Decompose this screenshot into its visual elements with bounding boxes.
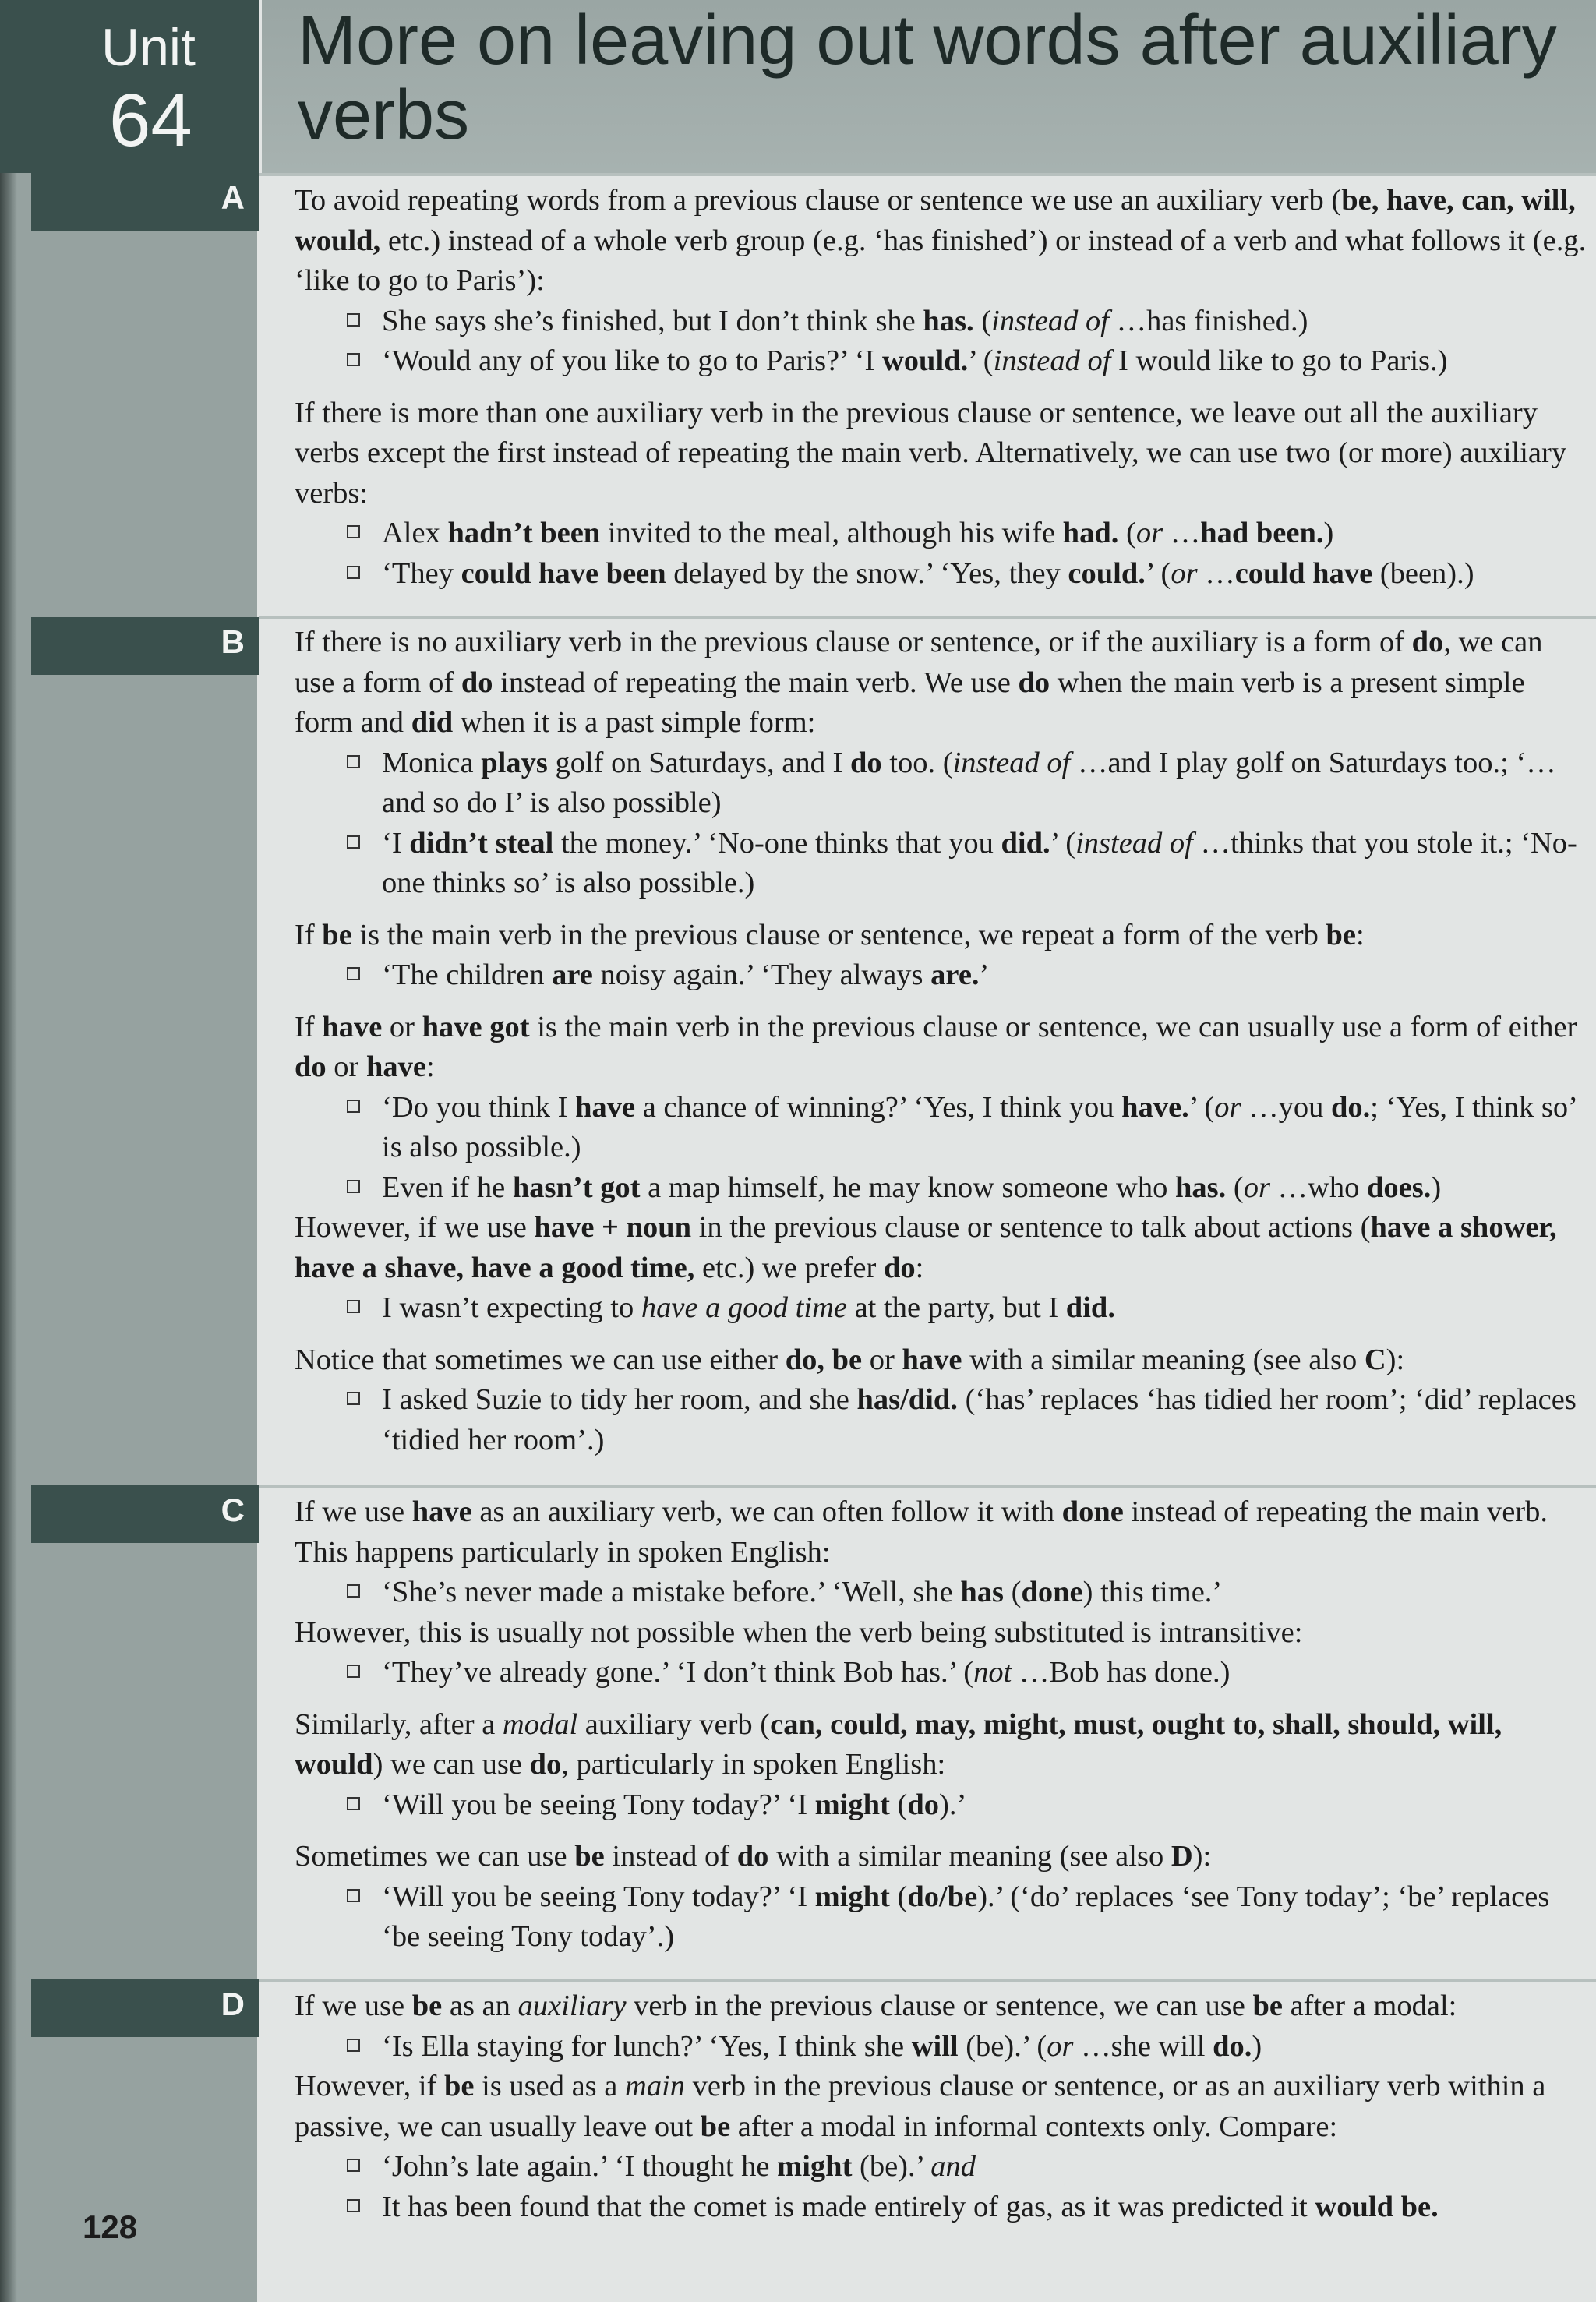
checkbox-bullet-icon xyxy=(347,1889,360,1902)
example-text: I wasn’t expecting to have a good time at the party, but I did. xyxy=(382,1291,1115,1324)
section-c-example-2 xyxy=(295,1653,1590,1693)
bold-term: might xyxy=(814,1880,890,1913)
checkbox-bullet-icon xyxy=(347,2159,360,2172)
page-title: More on leaving out words after auxiliary verbs xyxy=(298,2,1557,154)
checkbox-bullet-icon xyxy=(347,1797,360,1810)
bold-term: did. xyxy=(1065,1291,1115,1324)
section-b-letter: B xyxy=(221,623,245,660)
example-text: ‘She’s never made a mistake before.’ ‘Well, she has (done) this time.’ xyxy=(382,1576,1223,1608)
section-a-letter: A xyxy=(221,179,245,216)
bold-term: has/did. xyxy=(856,1383,958,1416)
example-text: ‘I didn’t steal the money.’ ‘No-one thinks that you did.’ (instead of …thinks that you stole it.; ‘No-one thinks so’ is also possible.) xyxy=(382,826,1577,899)
checkbox-bullet-icon xyxy=(347,1180,360,1193)
section-b-paragraph-3: If have or have got is the main verb in the previous clause or sentence, we can usually use a form of either do or have: xyxy=(295,1010,1577,1083)
bold-term: have xyxy=(902,1343,962,1376)
example-text: ‘John’s late again.’ ‘I thought he might (be).’ and xyxy=(382,2150,976,2183)
section-a-example-1 xyxy=(295,302,1590,342)
bold-term: might xyxy=(814,1788,890,1821)
italic-term: auxiliary xyxy=(517,1990,627,2022)
italic-term: not xyxy=(973,1656,1012,1689)
section-b-rule xyxy=(259,616,1596,619)
section-a-example-2 xyxy=(295,341,1590,382)
section-b-paragraph-5: Notice that sometimes we can use either do, be or have with a similar meaning (see also C): xyxy=(295,1343,1405,1376)
bold-term: might xyxy=(777,2150,853,2183)
bold-term: would be. xyxy=(1315,2190,1439,2223)
bold-term: do xyxy=(736,1840,769,1873)
italic-term: have a good time xyxy=(641,1291,847,1324)
bold-term: are. xyxy=(930,959,980,991)
section-d-paragraph-1: If we use be as an auxiliary verb in the previous clause or sentence, we can use be after a modal: xyxy=(295,1990,1457,2022)
bold-term: done xyxy=(1021,1576,1083,1608)
bold-term: has. xyxy=(923,304,974,337)
bold-term: are xyxy=(552,959,593,991)
example-text: ‘Would any of you like to go to Paris?’ ‘I would.’ (instead of I would like to go to Paris.) xyxy=(382,344,1448,377)
section-c-example-3 xyxy=(295,1785,1590,1826)
bold-term: would. xyxy=(882,344,969,377)
example-text: ‘They’ve already gone.’ ‘I don’t think Bob has.’ (not …Bob has done.) xyxy=(382,1656,1231,1689)
italic-term: main xyxy=(625,2070,686,2103)
section-d-label xyxy=(31,1979,259,2037)
unit-number: 64 xyxy=(109,79,192,162)
section-a xyxy=(295,181,1590,594)
italic-term: or xyxy=(1243,1170,1270,1204)
section-c-paragraph-3: Similarly, after a modal auxiliary verb (can, could, may, might, must, ought to, shall, should, will, would) we can use do, particularly in spoken English: xyxy=(295,1707,1502,1781)
bold-term: will xyxy=(911,2029,959,2063)
checkbox-bullet-icon xyxy=(347,1665,360,1678)
checkbox-bullet-icon xyxy=(347,353,360,366)
section-c-paragraph-2: However, this is usually not possible when the verb being substituted is intransitive: xyxy=(295,1615,1303,1649)
bold-term: C xyxy=(1364,1343,1386,1376)
example-text: Even if he hasn’t got a map himself, he may know someone who has. (or …who does.) xyxy=(382,1170,1442,1204)
section-d xyxy=(295,1986,1590,2227)
bold-term: do xyxy=(849,746,882,779)
section-c-paragraph-1: If we use have as an auxiliary verb, we can often follow it with done instead of repeating the main verb. This happens particularly in spoken English: xyxy=(295,1495,1548,1569)
bold-term: could have been xyxy=(461,556,666,590)
example-text: ‘Will you be seeing Tony today?’ ‘I might (do/be).’ (‘do’ replaces ‘see Tony today’; ‘be’ replaces ‘be seeing Tony today’.) xyxy=(382,1880,1550,1953)
section-b-label xyxy=(31,617,259,675)
section-a-paragraph-2: If there is more than one auxiliary verb in the previous clause or sentence, we leave out all the auxiliary verbs except the first instead of repeating the main verb. Alternatively, we can use two (or more) auxiliary verbs: xyxy=(295,396,1567,510)
bold-term: has xyxy=(960,1576,1005,1608)
italic-term: or xyxy=(1214,1090,1241,1124)
bold-term: had been. xyxy=(1200,517,1324,549)
bold-term: had. xyxy=(1062,517,1119,549)
bold-term: do xyxy=(461,666,493,699)
section-a-rule xyxy=(259,173,1596,176)
bold-term: have xyxy=(322,1010,383,1043)
bold-term: do. xyxy=(1213,2029,1252,2063)
bold-term: did. xyxy=(1001,826,1050,860)
section-a-example-3 xyxy=(295,514,1590,554)
checkbox-bullet-icon xyxy=(347,967,360,980)
section-c-label xyxy=(31,1485,259,1543)
bold-term: be xyxy=(1252,1990,1283,2022)
section-b-paragraph-1: If there is no auxiliary verb in the previous clause or sentence, or if the auxiliary is a form of do, we can use a form of do instead of repeating the main verb. We use do when the main verb is a present simple form and did when it is a past simple form: xyxy=(295,626,1543,739)
section-c-example-4 xyxy=(295,1877,1590,1958)
italic-term: or xyxy=(1135,517,1163,549)
example-text: ‘The children are noisy again.’ ‘They always are.’ xyxy=(382,959,990,991)
bold-term: plays xyxy=(481,746,548,779)
italic-term: instead of xyxy=(991,304,1109,337)
unit-word: Unit xyxy=(101,18,196,77)
section-d-example-3 xyxy=(295,2187,1590,2228)
bold-term: be xyxy=(1326,918,1356,952)
bold-term: do, be xyxy=(785,1343,863,1376)
example-text: Monica plays golf on Saturdays, and I do too. (instead of …and I play golf on Saturdays too.; ‘…and so do I’ is also possible) xyxy=(382,746,1556,819)
bold-term: done xyxy=(1061,1495,1124,1528)
section-a-paragraph-1: To avoid repeating words from a previous clause or sentence we use an auxiliary verb (be, have, can, will, would, etc.) instead of a whole verb group (e.g. ‘has finished’) or instead of a verb and what follows it (e.g. ‘like to go to Paris’): xyxy=(295,184,1587,297)
book-spine-shadow xyxy=(0,0,17,2302)
example-text: ‘Is Ella staying for lunch?’ ‘Yes, I think she will (be).’ (or …she will do.) xyxy=(382,2029,1262,2063)
section-d-paragraph-2: However, if be is used as a main verb in the previous clause or sentence, or as an auxiliary verb within a passive, we can usually leave out be after a modal in informal contexts only. Compare: xyxy=(295,2070,1546,2143)
checkbox-bullet-icon xyxy=(347,1392,360,1405)
unit-header xyxy=(0,0,1596,173)
section-c-rule xyxy=(259,1485,1596,1488)
italic-term: and xyxy=(930,2150,976,2183)
bold-term: can, could, may, might, must, ought to, shall, should, will, would xyxy=(295,1707,1502,1781)
italic-term: instead of xyxy=(993,344,1111,377)
example-text: Alex hadn’t been invited to the meal, although his wife had. (or …had been.) xyxy=(382,517,1334,549)
section-d-rule xyxy=(259,1979,1596,1982)
section-c-paragraph-4: Sometimes we can use be instead of do with a similar meaning (see also D): xyxy=(295,1840,1212,1873)
checkbox-bullet-icon xyxy=(347,1300,360,1313)
bold-term: does. xyxy=(1366,1170,1432,1204)
page-number: 128 xyxy=(83,2208,138,2245)
checkbox-bullet-icon xyxy=(347,525,360,538)
example-text: It has been found that the comet is made entirely of gas, as it was predicted it would be. xyxy=(382,2190,1439,2223)
bold-term: do xyxy=(1411,626,1444,658)
section-b-example-1 xyxy=(295,743,1590,824)
bold-term: do xyxy=(529,1748,562,1781)
italic-term: or xyxy=(1047,2029,1074,2063)
bold-term: do xyxy=(1018,666,1050,699)
bold-term: do/be xyxy=(907,1880,978,1913)
bold-term: be xyxy=(443,2070,475,2103)
bold-term: D xyxy=(1171,1840,1193,1873)
section-a-label xyxy=(31,173,259,231)
bold-term: be xyxy=(574,1840,605,1873)
example-text: ‘Will you be seeing Tony today?’ ‘I might (do).’ xyxy=(382,1788,967,1821)
bold-term: be, have, can, will, would, xyxy=(295,184,1576,257)
example-text: She says she’s finished, but I don’t think she has. (instead of …has finished.) xyxy=(382,304,1308,337)
section-d-example-2 xyxy=(295,2147,1590,2187)
bold-term: do xyxy=(883,1251,916,1284)
section-a-example-4 xyxy=(295,554,1590,595)
italic-term: or xyxy=(1171,556,1198,590)
section-c-letter: C xyxy=(221,1492,245,1528)
bold-term: have xyxy=(366,1050,426,1083)
checkbox-bullet-icon xyxy=(347,2199,360,2212)
checkbox-bullet-icon xyxy=(347,1100,360,1113)
example-text: I asked Suzie to tidy her room, and she has/did. (‘has’ replaces ‘has tidied her room’; ‘did’ replaces ‘tidied her room’.) xyxy=(382,1383,1577,1456)
checkbox-bullet-icon xyxy=(347,2039,360,2052)
bold-term: have + noun xyxy=(534,1211,692,1244)
bold-term: have. xyxy=(1121,1090,1189,1124)
italic-term: instead of xyxy=(1075,826,1193,860)
checkbox-bullet-icon xyxy=(347,835,360,849)
bold-term: have xyxy=(411,1495,472,1528)
checkbox-bullet-icon xyxy=(347,755,360,768)
section-d-example-1 xyxy=(295,2027,1590,2067)
section-b-example-6 xyxy=(295,1288,1590,1329)
bold-term: has. xyxy=(1174,1170,1227,1204)
example-text: ‘They could have been delayed by the snow.’ ‘Yes, they could.’ (or …could have (been).) xyxy=(382,556,1474,590)
bold-term: do. xyxy=(1330,1090,1371,1124)
section-c xyxy=(295,1492,1590,1958)
italic-term: instead of xyxy=(952,746,1071,779)
bold-term: hasn’t got xyxy=(512,1170,641,1204)
section-b xyxy=(295,623,1590,1460)
bold-term: do xyxy=(295,1050,327,1083)
bold-term: have a shower, have a shave, have a good time, xyxy=(295,1211,1557,1284)
section-c-example-1 xyxy=(295,1573,1590,1613)
bold-term: could. xyxy=(1068,556,1146,590)
checkbox-bullet-icon xyxy=(347,1584,360,1598)
left-margin-column xyxy=(0,0,257,2302)
bold-term: be xyxy=(411,1990,443,2022)
example-text: ‘Do you think I have a chance of winning?’ ‘Yes, I think you have.’ (or …you do.; ‘Yes, I think so’ is also possible.) xyxy=(382,1090,1577,1163)
checkbox-bullet-icon xyxy=(347,566,360,579)
section-b-paragraph-2: If be is the main verb in the previous clause or sentence, we repeat a form of the verb be: xyxy=(295,918,1365,952)
bold-term: did xyxy=(411,706,454,739)
section-b-example-5 xyxy=(295,1168,1590,1209)
section-b-example-4 xyxy=(295,1088,1590,1168)
bold-term: be xyxy=(322,918,352,952)
section-b-example-3 xyxy=(295,955,1590,996)
bold-term: do xyxy=(907,1788,940,1821)
bold-term: could have xyxy=(1234,556,1373,590)
italic-term: modal xyxy=(502,1707,578,1741)
bold-term: didn’t steal xyxy=(409,826,554,860)
section-b-example-7 xyxy=(295,1380,1590,1460)
bold-term: hadn’t been xyxy=(447,517,601,549)
bold-term: have xyxy=(575,1090,636,1124)
section-d-letter: D xyxy=(221,1986,245,2022)
bold-term: have got xyxy=(422,1010,530,1043)
section-b-example-2 xyxy=(295,824,1590,904)
bold-term: be xyxy=(700,2110,731,2143)
checkbox-bullet-icon xyxy=(347,313,360,327)
section-b-paragraph-4: However, if we use have + noun in the previous clause or sentence to talk about actions (have a shower, have a shave, have a good time, etc.) we prefer do: xyxy=(295,1211,1557,1284)
